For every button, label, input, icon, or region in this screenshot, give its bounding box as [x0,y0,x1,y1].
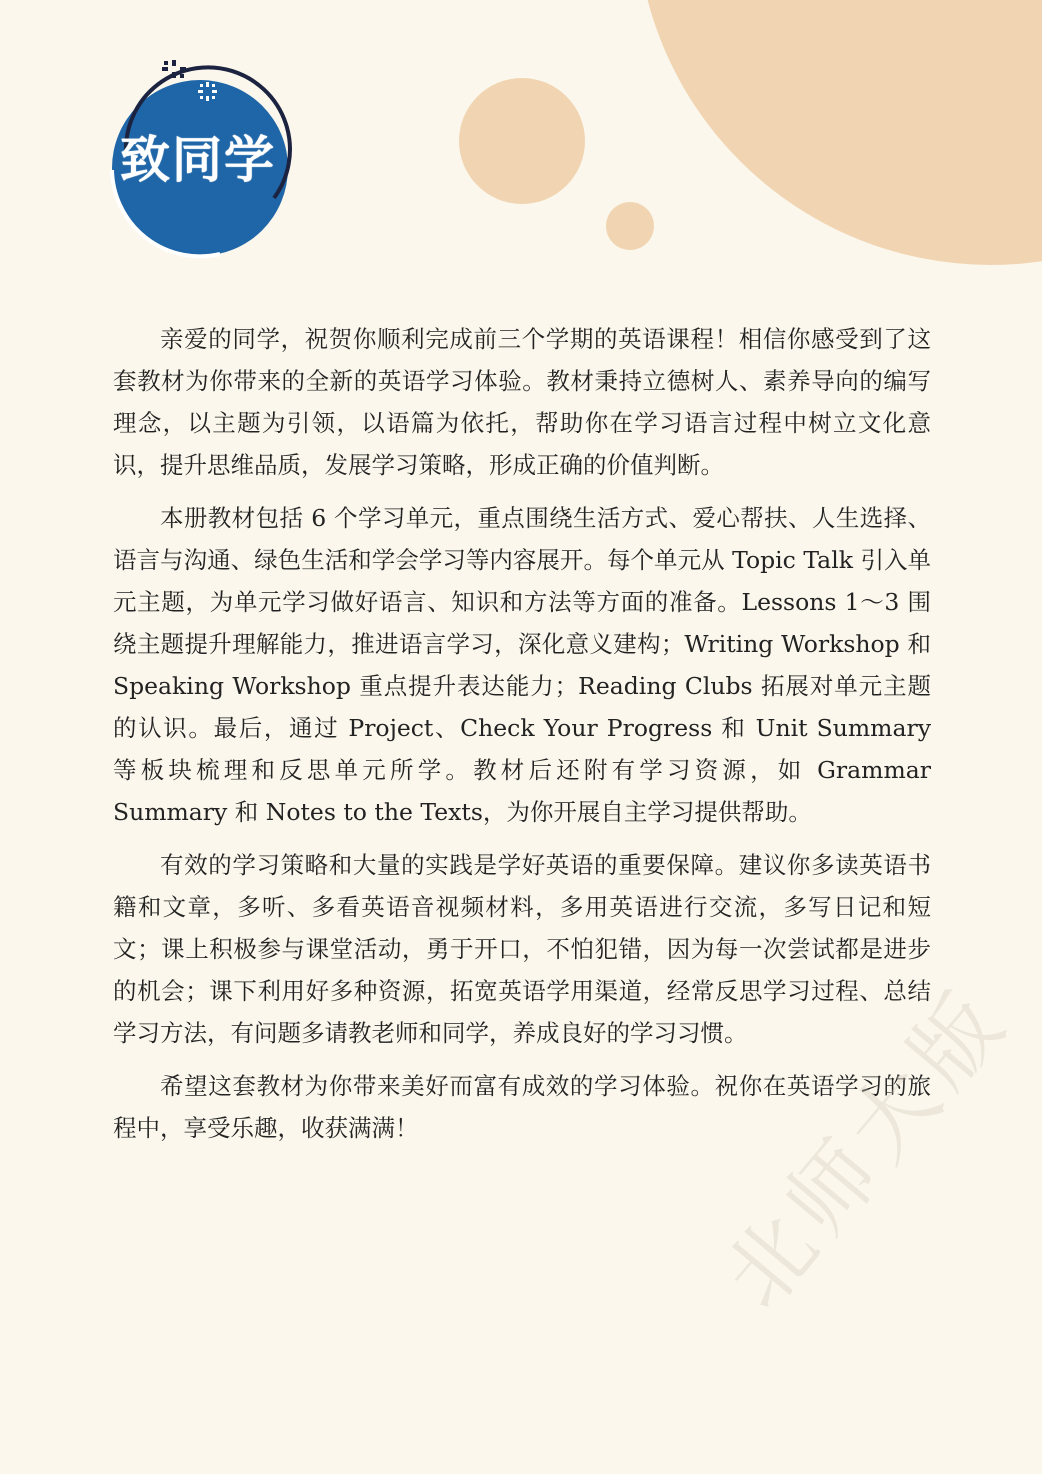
paragraph-1: 亲爱的同学，祝贺你顺利完成前三个学期的英语课程！相信你感受到了这套教材为你带来的全新的英语学习体验。教材秉持立德树人、素养导向的编写理念，以主题为引领，以语篇为依托，帮助你在学习语言过程中树立文化意识，提升思维品质，发展学习策略，形成正确的价值判断。 [113,325,931,479]
letter-body [113,318,931,1160]
decorative-circle-medium [459,78,585,204]
decorative-circle-large [636,0,1042,265]
paragraph-2: 本册教材包括 6 个学习单元，重点围绕生活方式、爱心帮扶、人生选择、语言与沟通、绿色生活和学会学习等内容展开。每个单元从 Topic Talk 引入单元主题，为单元学习做好语言、知识和方法等方面的准备。Lessons 1～3 围绕主题提升理解能力，推进语言学习，深化意义建构；Writing Workshop 和 Speaking Workshop 重点提升表达能力；Reading Clubs 拓展对单元主题的认识。最后，通过 Project、Check Your Progress 和 Unit Summary 等板块梳理和反思单元所学。教材后还附有学习资源，如 Grammar Summary 和 Notes to the Texts，为你开展自主学习提供帮助。 [113,504,931,826]
paragraph-4: 希望这套教材为你带来美好而富有成效的学习体验。祝你在英语学习的旅程中，享受乐趣，收获满满！ [113,1072,931,1142]
title-badge [100,60,300,260]
page-title: 致同学 [120,130,276,189]
paragraph-3: 有效的学习策略和大量的实践是学好英语的重要保障。建议你多读英语书籍和文章，多听、多看英语音视频材料，多用英语进行交流，多写日记和短文；课上积极参与课堂活动，勇于开口，不怕犯错，因为每一次尝试都是进步的机会；课下利用好多种资源，拓宽英语学用渠道，经常反思学习过程、总结学习方法，有问题多请教老师和同学，养成良好的学习习惯。 [113,851,931,1047]
publisher-watermark: 北师大版 [705,968,1029,1328]
decorative-circle-small [606,202,654,250]
